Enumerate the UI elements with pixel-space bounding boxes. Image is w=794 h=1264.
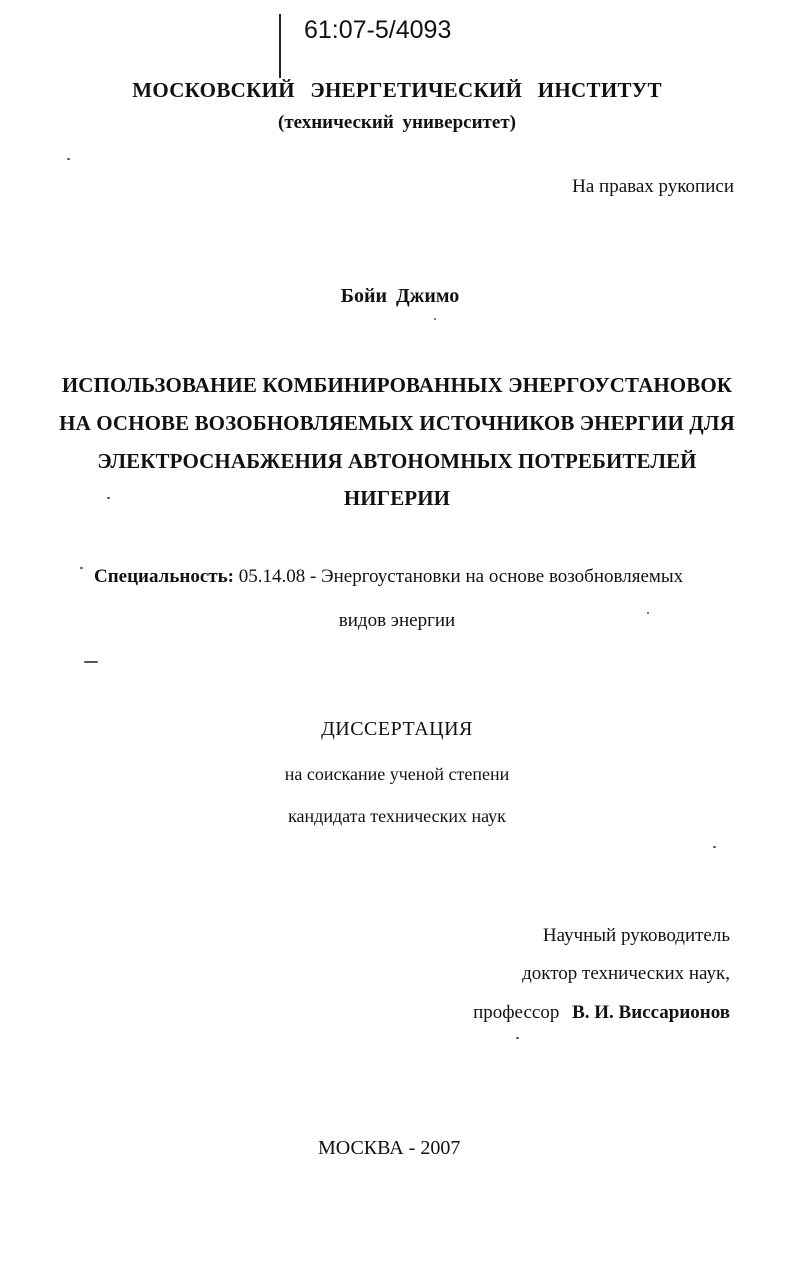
scan-speck <box>80 567 83 569</box>
thesis-title-line-4: НИГЕРИИ <box>343 486 451 510</box>
scan-speck <box>67 158 70 160</box>
scan-speck <box>84 661 98 663</box>
specialty-code: 05.14.08 - Энергоустановки на основе возобновляемых <box>238 566 684 587</box>
institute-subtitle: (технический университет) <box>278 112 516 133</box>
scan-speck <box>434 318 436 320</box>
thesis-title-line-1: ИСПОЛЬЗОВАНИЕ КОМБИНИРОВАННЫХ ЭНЕРГОУСТАНОВОК <box>61 373 733 397</box>
degree-line-2: кандидата технических наук <box>288 806 506 826</box>
city-year: МОСКВА - 2007 <box>318 1137 461 1159</box>
supervisor-title: доктор технических наук, <box>522 963 730 984</box>
scan-speck <box>516 1037 519 1039</box>
manuscript-rights: На правах рукописи <box>572 176 734 197</box>
degree-line-1: на соискание ученой степени <box>284 764 510 784</box>
supervisor-line <box>473 1002 730 1024</box>
thesis-title-line-2: НА ОСНОВЕ ВОЗОБНОВЛЯЕМЫХ ИСТОЧНИКОВ ЭНЕРГИИ ДЛЯ <box>59 411 735 435</box>
author-name: Бойи Джимо <box>340 285 460 307</box>
document-type: ДИССЕРТАЦИЯ <box>321 718 473 740</box>
institute-name: МОСКОВСКИЙ ЭНЕРГЕТИЧЕСКИЙ ИНСТИТУТ <box>132 78 662 102</box>
supervisor-role: Научный руководитель <box>542 925 730 946</box>
thesis-title-line-3: ЭЛЕКТРОСНАБЖЕНИЯ АВТОНОМНЫХ ПОТРЕБИТЕЛЕЙ <box>97 449 697 473</box>
scan-speck <box>647 612 649 614</box>
specialty-line <box>94 566 683 588</box>
stamp-divider <box>279 14 281 78</box>
supervisor-name: В. И. Виссарионов <box>572 1002 730 1023</box>
supervisor-position: профессор <box>473 1002 560 1023</box>
scan-speck <box>713 846 716 848</box>
library-stamp-number: 61:07-5/4093 <box>304 16 452 44</box>
specialty-continuation: видов энергии <box>338 610 456 631</box>
scan-speck <box>107 497 110 499</box>
specialty-label: Специальность: <box>94 566 234 587</box>
